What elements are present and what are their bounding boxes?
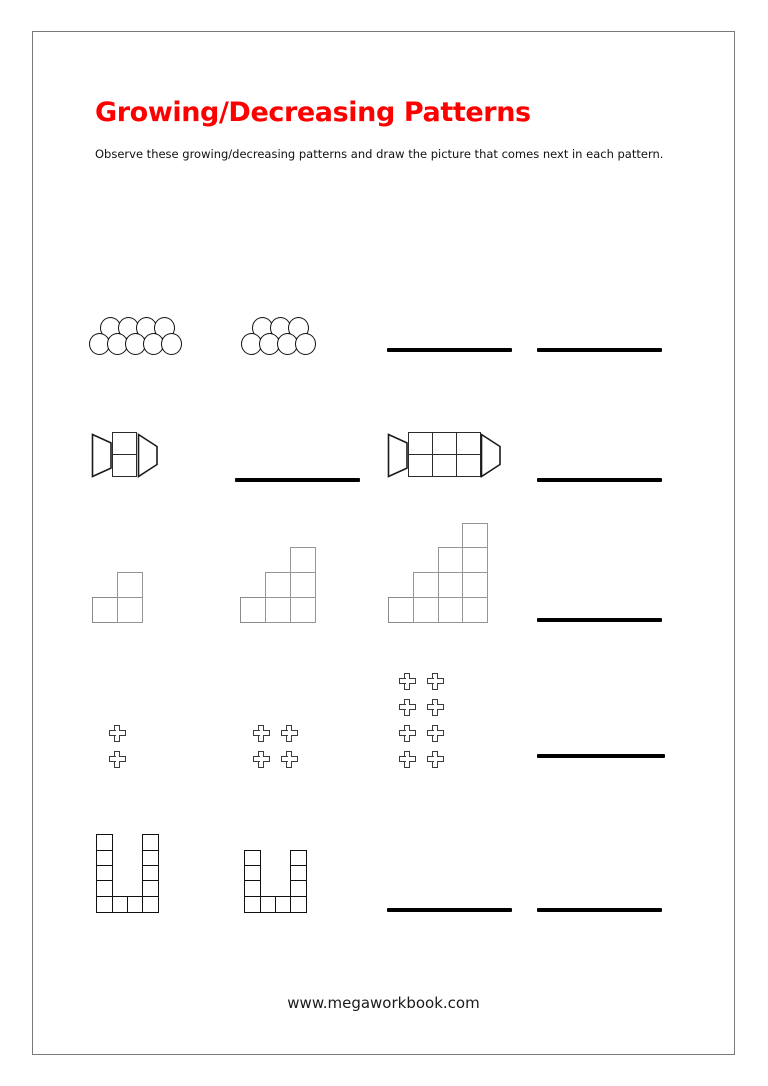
plus-joint: [114, 732, 120, 735]
row-5-u-shapes: [33, 782, 736, 912]
u-shape-row: [97, 835, 159, 850]
footer-website-url: www.megaworkbook.com: [287, 994, 480, 1012]
row-1-circles: [33, 272, 736, 352]
row-4-plus-signs: [33, 642, 736, 772]
staircase-column: [414, 573, 439, 622]
plus-joint: [286, 732, 292, 735]
staircase-square: [462, 597, 488, 623]
plus-joint: [404, 706, 410, 709]
staircase-column: [463, 524, 488, 623]
rocket-body: [409, 433, 480, 482]
plus-icon: [399, 725, 416, 742]
plus-icon: [253, 725, 270, 742]
row-4-plus-signs-col4: [529, 642, 679, 772]
u-shape-row: [245, 850, 307, 865]
instructions-text: Observe these growing/decreasing patterns and draw the picture that comes next in each pattern.: [95, 147, 664, 161]
rocket-tail-icon: [387, 433, 409, 482]
row-1-circles-col2: [229, 272, 379, 352]
answer-line[interactable]: [235, 478, 360, 482]
plus-cell: [393, 699, 421, 716]
staircase-square: [413, 597, 439, 623]
row-2-rockets-col1: [79, 402, 229, 482]
rocket-body-square: [408, 454, 433, 477]
staircase-shape: [389, 524, 488, 623]
rocket-shape: [91, 433, 159, 482]
staircase-square: [438, 597, 464, 623]
row-1-circles-col4: [529, 272, 679, 352]
row-5-u-shapes-col4: [529, 782, 679, 912]
rocket-nose-icon: [480, 433, 502, 482]
plus-cell: [247, 725, 275, 742]
rocket-body-square: [432, 454, 457, 477]
row-5-u-shapes-col1: [79, 782, 229, 912]
u-shape-square: [290, 896, 307, 913]
plus-joint: [404, 758, 410, 761]
rocket-body-column: [409, 433, 433, 482]
staircase-square: [462, 523, 488, 549]
rocket-body-square: [432, 432, 457, 455]
rocket-body-square: [456, 454, 481, 477]
circle-cluster-shape: [241, 317, 317, 352]
plus-row: [103, 720, 131, 746]
staircase-shape: [241, 548, 315, 622]
answer-line[interactable]: [537, 478, 662, 482]
plus-icon: [427, 725, 444, 742]
staircase-column: [290, 548, 315, 622]
plus-cell: [393, 751, 421, 768]
plus-row: [393, 694, 449, 720]
rocket-body-square: [112, 432, 137, 455]
staircase-square: [388, 597, 414, 623]
plus-joint: [258, 732, 264, 735]
staircase-column: [438, 548, 463, 622]
row-3-staircases-col4: [529, 502, 679, 622]
row-3-staircases-col1: [79, 502, 229, 622]
plus-cell: [421, 751, 449, 768]
staircase-square: [265, 572, 291, 598]
staircase-square: [117, 597, 143, 623]
u-shape: [245, 850, 307, 912]
plus-icon: [427, 699, 444, 716]
staircase-column: [118, 573, 143, 622]
plus-row: [393, 668, 449, 694]
u-shape: [97, 835, 159, 912]
plus-joint: [432, 706, 438, 709]
row-3-staircases: [33, 502, 736, 622]
u-shape-row: [245, 897, 307, 912]
staircase-square: [290, 572, 316, 598]
answer-line[interactable]: [537, 754, 665, 758]
plus-cell: [103, 751, 131, 768]
plus-cell: [275, 725, 303, 742]
u-shape-square: [142, 896, 159, 913]
rocket-body-column: [433, 433, 457, 482]
rocket-body-square: [408, 432, 433, 455]
answer-line[interactable]: [387, 908, 512, 912]
plus-icon: [253, 751, 270, 768]
row-5-u-shapes-col2: [229, 782, 379, 912]
circle-bottom-row: [241, 333, 317, 352]
u-shape-row: [97, 850, 159, 865]
circle-cluster-shape: [89, 317, 183, 352]
rocket-nose-icon: [137, 433, 159, 482]
staircase-square: [265, 597, 291, 623]
plus-icon: [281, 751, 298, 768]
plus-icon: [281, 725, 298, 742]
plus-cell: [393, 673, 421, 690]
plus-joint: [432, 680, 438, 683]
plus-grid-shape: [103, 720, 131, 772]
plus-joint: [432, 732, 438, 735]
plus-cell: [275, 751, 303, 768]
row-1-circles-col1: [79, 272, 229, 352]
staircase-column: [266, 573, 291, 622]
plus-joint: [432, 758, 438, 761]
row-4-plus-signs-col2: [229, 642, 379, 772]
row-3-staircases-col3: [379, 502, 529, 622]
plus-joint: [286, 758, 292, 761]
plus-row: [393, 720, 449, 746]
plus-joint: [114, 758, 120, 761]
row-4-plus-signs-col1: [79, 642, 229, 772]
plus-grid-shape: [393, 668, 449, 772]
plus-icon: [427, 673, 444, 690]
plus-cell: [247, 751, 275, 768]
row-5-u-shapes-col3: [379, 782, 529, 912]
staircase-shape: [93, 573, 142, 622]
staircase-square: [438, 572, 464, 598]
plus-cell: [103, 725, 131, 742]
plus-joint: [404, 732, 410, 735]
staircase-square: [117, 572, 143, 598]
plus-row: [247, 720, 303, 746]
staircase-square: [240, 597, 266, 623]
rocket-body-square: [456, 432, 481, 455]
circle: [161, 333, 182, 355]
rocket-body-column: [113, 433, 137, 482]
plus-cell: [393, 725, 421, 742]
rocket-shape: [387, 433, 502, 482]
row-2-rockets-col3: [379, 402, 529, 482]
plus-icon: [399, 699, 416, 716]
answer-line[interactable]: [537, 618, 662, 622]
staircase-square: [92, 597, 118, 623]
plus-cell: [421, 699, 449, 716]
rocket-body: [113, 433, 137, 482]
plus-grid-shape: [247, 720, 303, 772]
row-4-plus-signs-col3: [379, 642, 529, 772]
plus-row: [393, 746, 449, 772]
plus-icon: [399, 673, 416, 690]
staircase-square: [462, 547, 488, 573]
u-shape-row: [97, 881, 159, 896]
circle-bottom-row: [89, 333, 183, 352]
staircase-square: [290, 597, 316, 623]
u-shape-row: [245, 881, 307, 896]
rocket-body-column: [456, 433, 480, 482]
u-shape-row: [97, 866, 159, 881]
plus-icon: [399, 751, 416, 768]
row-1-circles-col3: [379, 272, 529, 352]
plus-row: [103, 746, 131, 772]
staircase-square: [438, 547, 464, 573]
plus-joint: [258, 758, 264, 761]
circle: [295, 333, 316, 355]
row-2-rockets-col2: [229, 402, 379, 482]
plus-joint: [404, 680, 410, 683]
staircase-square: [413, 572, 439, 598]
plus-icon: [427, 751, 444, 768]
staircase-square: [290, 547, 316, 573]
row-3-staircases-col2: [229, 502, 379, 622]
row-2-rockets-col4: [529, 402, 679, 482]
row-2-rockets: [33, 402, 736, 482]
plus-icon: [109, 751, 126, 768]
answer-line[interactable]: [537, 348, 662, 352]
plus-cell: [421, 725, 449, 742]
u-shape-row: [245, 866, 307, 881]
plus-row: [247, 746, 303, 772]
staircase-square: [462, 572, 488, 598]
u-shape-row: [97, 897, 159, 912]
staircase-column: [389, 597, 414, 622]
answer-line[interactable]: [387, 348, 512, 352]
rocket-body-square: [112, 454, 137, 477]
answer-line[interactable]: [537, 908, 662, 912]
rocket-tail-icon: [91, 433, 113, 482]
plus-cell: [421, 673, 449, 690]
page-title: Growing/Decreasing Patterns: [95, 97, 531, 128]
plus-icon: [109, 725, 126, 742]
staircase-column: [241, 597, 266, 622]
worksheet-page: [32, 31, 735, 1055]
staircase-column: [93, 597, 118, 622]
